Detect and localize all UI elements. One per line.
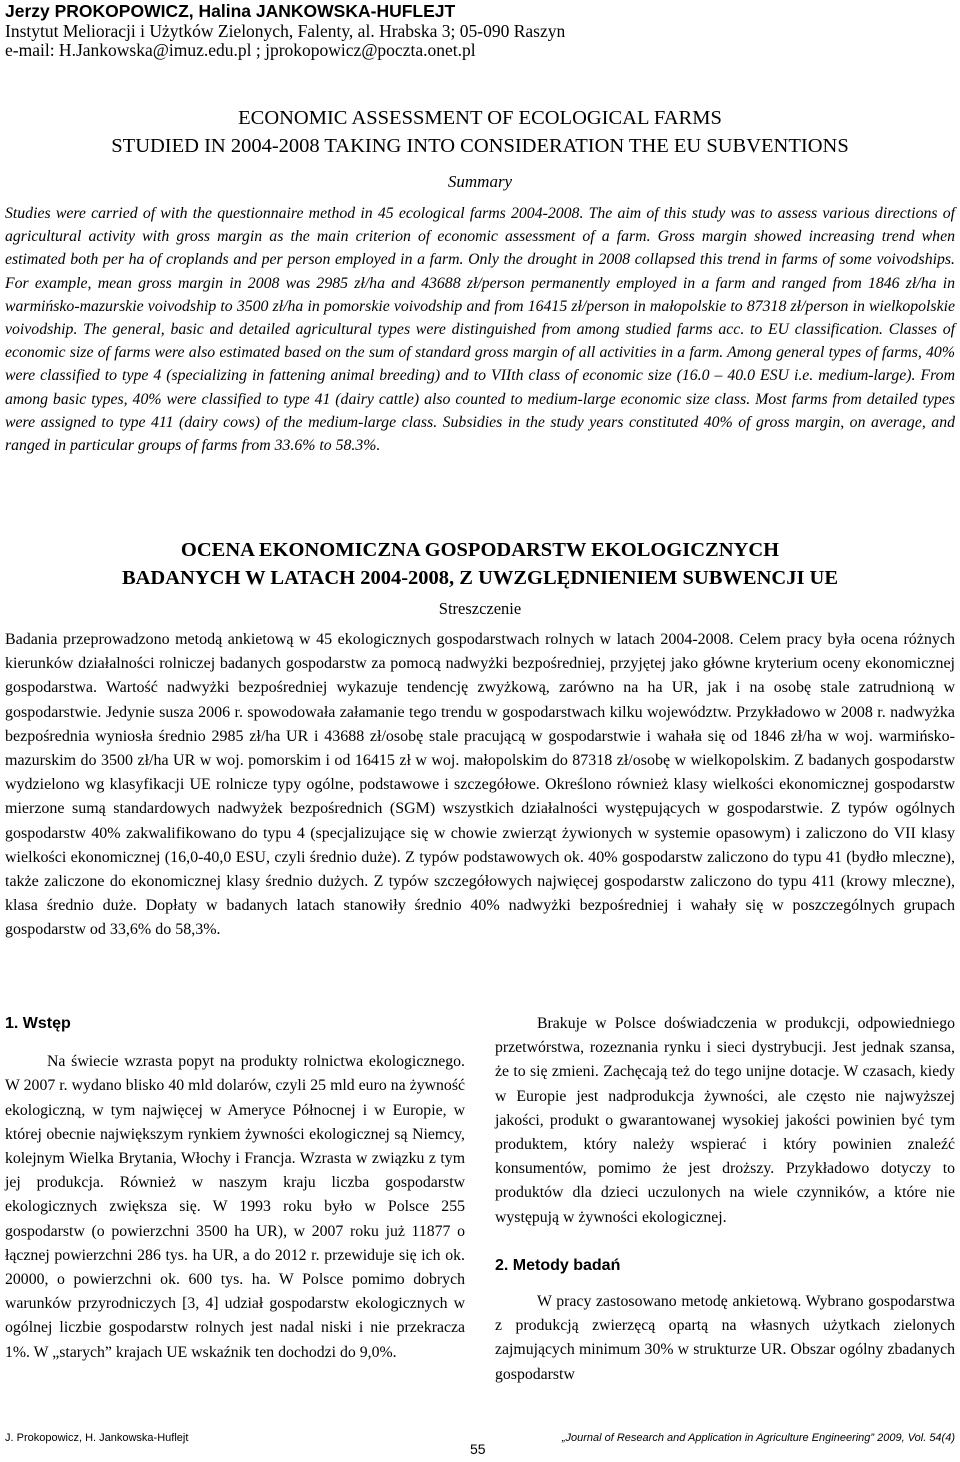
english-summary: Studies were carried of with the questionnaire method in 45 ecological farms 2004-2008. The aim of this study was to assess various directions of agricultural activity with gross margin as the main criterion of economic assessment of a farm. Gross margin showed increasing trend when estimated both per ha of croplands and per person employed in a farm. Only the drought in 2008 collapsed this trend in farms of some voivodships. For example, mean gross margin in 2008 was 2985 zł/ha and 43688 zł/person permanently employed in a farm and ranged from 1846 zł/ha in warmińsko-mazurskie voivodship to 3500 zł/ha in pomorskie voivodship and from 16415 zł/person in małopolskie to 87318 zł/person in wielkopolskie voivodship. The general, basic and detailed agricultural types were distinguished from among studied farms acc. to EU classification. Classes of economic size of farms were also estimated based on the sum of standard gross margin of all activities in a farm. Among general types of farms, 40% were classified to type 4 (specializing in fattening animal breeding) and to VIIth class of economic size (16.0 – 40.0 ESU i.e. medium-large). From among basic types, 40% were classified to type 41 (dairy cattle) also counted to medium-large economic size class. Most farms from detailed types were assigned to type 411 (dairy cows) of the medium-large class. Subsidies in the study years constituted 40% of gross margin, on average, and ranged in particular groups of farms from 33.6% to 58.3%. [5,205,955,455]
intro-heading: 1. Wstęp [5,1015,71,1032]
author-names: Jerzy PROKOPOWICZ, Halina JANKOWSKA-HUFLEJT [5,1,456,21]
streszczenie-label: Streszczenie [438,599,522,618]
left-column [5,1012,465,1365]
english-title-line-1: ECONOMIC ASSESSMENT OF ECOLOGICAL FARMS [238,107,722,129]
polish-summary: Badania przeprowadzono metodą ankietową w 45 ekologicznych gospodarstwach rolnych w latach 2004-2008. Celem pracy była ocena różnych kierunków działalności rolniczej badanych gospodarstw za pomocą nadwyżki bezpośredniej, przyjętej jako główne kryterium oceny ekonomicznej gospodarstwa. Wartość nadwyżki bezpośredniej wykazuje tendencję zwyżkową, zarówno na ha UR, jak i na osobę stale zatrudnioną w gospodarstwie. Jedynie susza 2006 r. spowodowała załamanie tego trendu w gospodarstwach kilku województw. Przykładowo w 2008 r. nadwyżka bezpośrednia wyniosła średnio 2985 zł/ha UR i 43688 zł/osobę stale pracującą w gospodarstwie i wahała się od 1846 zł/ha w woj. warmińsko-mazurskim do 3500 zł/ha UR w woj. pomorskim i od 16415 zł w woj. małopolskim do 87318 zł/osobę w wielkopolskim. Z badanych gospodarstw wydzielono wg klasyfikacji UE rolnicze typy ogólne, podstawowe i szczegółowe. Określono również klasy wielkości ekonomicznej gospodarstw mierzone sumą standardowych nadwyżek bezpośrednich (SGM) wszystkich działalności występujących w gospodarstwie. Z typów ogólnych gospodarstw 40% zakwalifikowano do typu 4 (specjalizujące się w chowie zwierząt żywionych w systemie opasowym) i zaliczono do VII klasy wielkości ekonomicznej (16,0-40,0 ESU, czyli średnio duże). Z typów podstawowych ok. 40% gospodarstw zaliczono do typu 41 (bydło mleczne), także zaliczone do ekonomicznej klasy średnio dużych. Z typów szczegółowych najwięcej gospodarstw zaliczono do typu 411 (krowy mleczne), klasa średnio duże. Dopłaty w badanych latach stanowiły średnio 40% nadwyżki bezpośredniej i wahały się w poszczególnych grupach gospodarstw od 33,6% do 58,3%. [5,631,955,939]
page-number: 55 [470,1441,486,1457]
english-title [0,104,960,160]
summary-label: Summary [447,172,513,191]
polish-title-line-2: BADANYCH W LATACH 2004-2008, Z UWZGLĘDNIENIEM SUBWENCJI UE [121,567,839,589]
polish-title [0,536,960,592]
polish-title-line-1: OCENA EKONOMICZNA GOSPODARSTW EKOLOGICZNYCH [180,539,780,561]
author-block [5,2,955,61]
methods-paragraph: W pracy zastosowano metodę ankietową. Wybrano gospodarstwa z produkcją zwierzęcą opartą na własnych użytkach zielonych zajmujących minimum 30% w strukturze UR. Obszar ogólny zbadanych gospodarstw [495,1293,955,1383]
intro-paragraph: Na świecie wzrasta popyt na produkty rolnictwa ekologicznego. W 2007 r. wydano blisko 40 mld dolarów, czyli 25 mld euro na żywność ekologiczną, w tym najwięcej w Ameryce Północnej i w Europie, w której obecnie największym rynkiem żywności ekologicznej są Niemcy, kolejnym Wielka Brytania, Włochy i Francja. Wzrasta w związku z tym jej produkcja. Również w naszym kraju liczba gospodarstw ekologicznych zwiększa się. W 1993 roku było w Polsce 255 gospodarstw (o powierzchni 3500 ha UR), w 2007 roku już 11877 o łącznej powierzchni 286 tys. ha UR, a do 2012 r. przewiduje się ich ok. 20000, o powierzchni ok. 600 tys. ha. W Polsce pomimo dobrych warunków przyrodniczych [3, 4] udział gospodarstw ekologicznych w ogólnej liczbie gospodarstw rolnych jest nadal niski i nie przekracza 1%. W „starych” krajach UE wskaźnik ten dochodzi do 9,0%. [5,1053,465,1361]
methods-heading: 2. Metody badań [495,1256,621,1274]
author-institute: Instytut Melioracji i Użytków Zielonych, Falenty, al. Hrabska 3; 05-090 Raszyn [5,20,566,41]
footer-authors: J. Prokopowicz, H. Jankowska-Huflejt [5,1432,189,1444]
author-email[interactable]: e-mail: H.Jankowska@imuz.edu.pl ; jprokopowicz@poczta.onet.pl [5,40,476,60]
english-title-line-2: STUDIED IN 2004-2008 TAKING INTO CONSIDERATION THE EU SUBVENTIONS [111,135,849,157]
footer-journal: „Journal of Research and Application in Agriculture Engineering” 2009, Vol. 54(4) [561,1432,955,1444]
right-column [495,1012,955,1387]
right-paragraph: Brakuje w Polsce doświadczenia w produkcji, odpowiedniego przetwórstwa, rozeznania rynku i sieci dystrybucji. Jest jednak szansa, że to się zmieni. Zachęcają też do tego unijne dotacje. W czasach, kiedy w Europie jest nadprodukcja żywności, ale często nie najwyższej jakości, produkt o gwarantowanej wysokiej jakości powinien być tym produktem, który należy wspierać i który powinien znaleźć konsumentów, pomimo że jest droższy. Przykładowo dotyczy to produktów dla dzieci uczulonych na wiele czynników, a które nie występują w żywności ekologicznej. [495,1015,955,1226]
